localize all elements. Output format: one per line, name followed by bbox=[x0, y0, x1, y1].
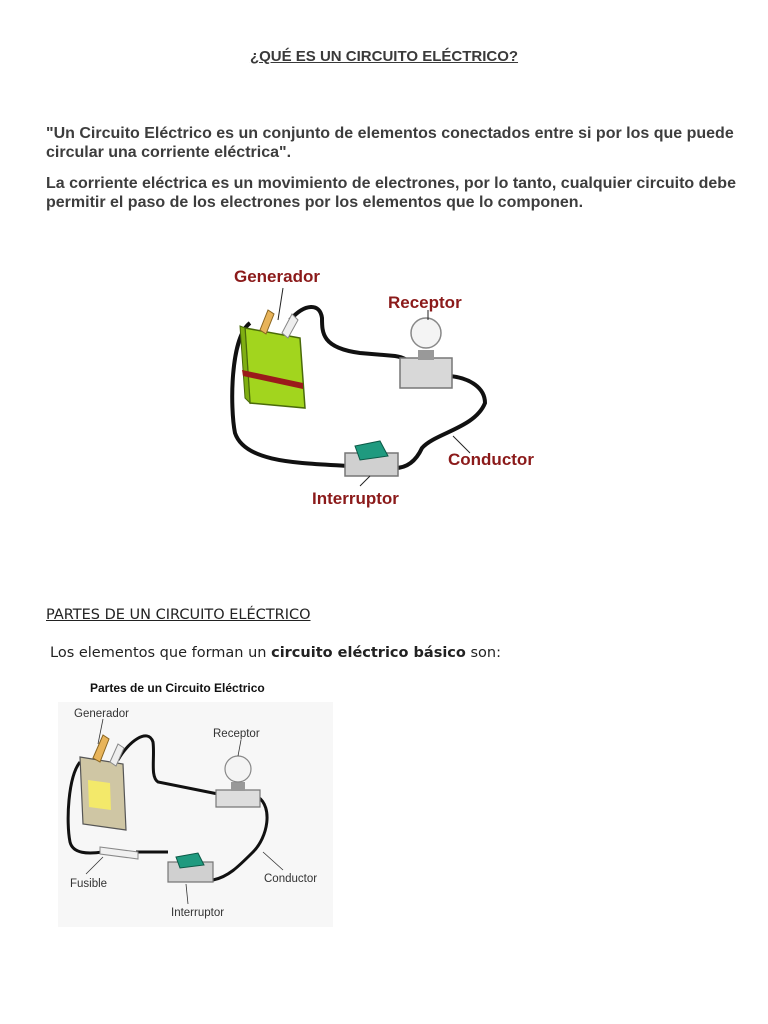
circuit-diagram-main bbox=[210, 258, 555, 513]
receiver-label: Receptor bbox=[388, 293, 462, 312]
receiver-label: Receptor bbox=[213, 728, 260, 740]
generator-label: Generador bbox=[234, 267, 320, 286]
explanation-paragraph: La corriente eléctrica es un movimiento de electrones, por lo tanto, cualquier circuito debe permitir el paso de los electrones por los elementos que lo componen. bbox=[46, 175, 736, 211]
conductor-label: Conductor bbox=[448, 450, 534, 469]
switch-label: Interruptor bbox=[171, 907, 225, 919]
generator-label: Generador bbox=[74, 708, 129, 720]
switch-icon bbox=[345, 441, 398, 476]
circuit-diagram-parts bbox=[58, 702, 333, 927]
page-title: ¿QUÉ ES UN CIRCUITO ELÉCTRICO? bbox=[249, 48, 519, 65]
figure2-title: Partes de un Circuito Eléctrico bbox=[90, 681, 265, 695]
conductor-label: Conductor bbox=[264, 873, 318, 885]
section-intro bbox=[50, 645, 501, 661]
section-heading: PARTES DE UN CIRCUITO ELÉCTRICO bbox=[46, 607, 311, 623]
intro-text-start: Los elementos que forman un bbox=[50, 645, 272, 661]
intro-text-bold: circuito eléctrico básico bbox=[271, 645, 466, 661]
bulb-icon bbox=[400, 318, 452, 388]
fuse-label: Fusible bbox=[70, 878, 108, 890]
switch-label: Interruptor bbox=[312, 489, 399, 508]
definition-paragraph: "Un Circuito Eléctrico es un conjunto de elementos conectados entre si por los que puede circular una corriente eléctrica". bbox=[46, 125, 734, 161]
intro-text-end: son: bbox=[465, 645, 501, 661]
